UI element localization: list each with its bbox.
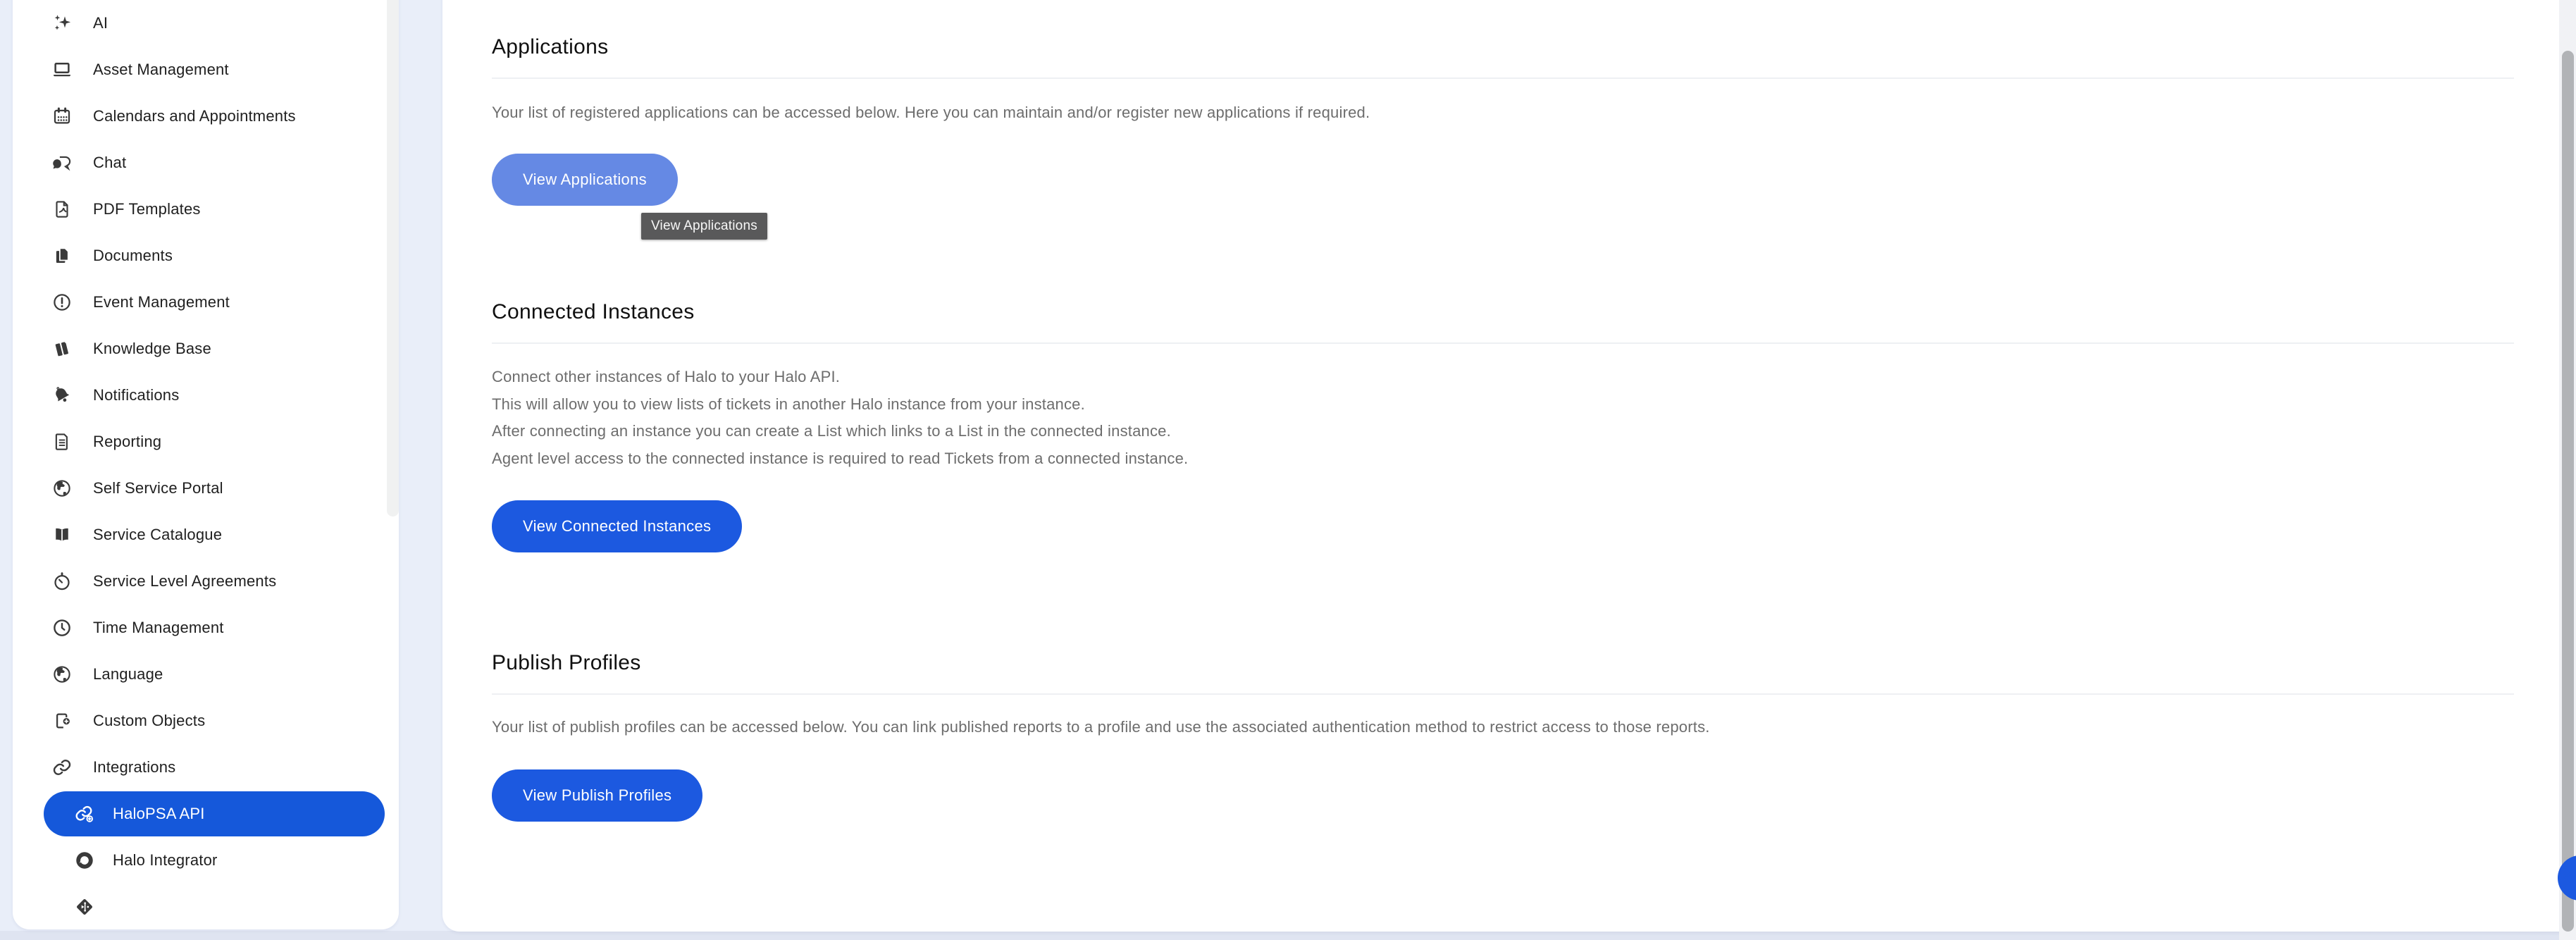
sidebar-item-label: Service Level Agreements	[93, 572, 277, 590]
sidebar-item-self-service-portal[interactable]	[13, 465, 399, 512]
sidebar-item-label: Reporting	[93, 433, 162, 450]
books-icon	[49, 336, 75, 361]
sidebar-item-halopsa-api[interactable]	[44, 791, 385, 836]
section-divider	[492, 78, 2514, 79]
sidebar-scrollbar-thumb[interactable]	[387, 0, 399, 517]
sidebar-item-label: Self Service Portal	[93, 479, 223, 497]
sidebar-item-label: Asset Management	[93, 61, 229, 78]
link-icon	[49, 755, 75, 780]
sidebar-item-sla[interactable]	[13, 558, 399, 605]
documents-icon	[49, 243, 75, 268]
stopwatch-icon	[49, 569, 75, 594]
page-bottom-strip	[0, 931, 2576, 940]
description-line: Agent level access to the connected instance is required to read Tickets from a connected instance.	[492, 449, 1189, 467]
pdf-file-icon	[49, 197, 75, 222]
sidebar-item-label: Time Management	[93, 619, 224, 636]
settings-sidebar	[13, 0, 399, 929]
sidebar-item-custom-objects[interactable]	[13, 698, 399, 744]
sidebar-item-chat[interactable]	[13, 140, 399, 186]
halo-integrator-icon	[72, 848, 97, 873]
sidebar-item-label: Event Management	[93, 293, 230, 311]
description-line: After connecting an instance you can create a List which links to a List in the connected instance.	[492, 422, 1171, 440]
section-connected-instances	[492, 302, 2514, 552]
sidebar-item-integrations[interactable]	[13, 744, 399, 791]
sidebar-item-asset-management[interactable]	[13, 47, 399, 93]
calendar-icon	[49, 104, 75, 129]
sidebar-item-label: Chat	[93, 154, 127, 171]
sidebar-item-label: AI	[93, 14, 109, 32]
link-plus-icon	[72, 801, 97, 827]
sidebar-item-reporting[interactable]	[13, 419, 399, 465]
sidebar-item-label: Custom Objects	[93, 712, 206, 729]
chat-bubbles-icon	[49, 150, 75, 175]
section-description	[492, 716, 2514, 738]
sidebar-item-halo-integrator[interactable]	[13, 837, 399, 884]
report-document-icon	[49, 429, 75, 454]
section-divider	[492, 693, 2514, 695]
sidebar-item-label: Language	[93, 665, 163, 683]
settings-content	[442, 37, 2576, 822]
sidebar-item-language[interactable]	[13, 651, 399, 698]
sidebar-item-label: Documents	[93, 247, 173, 264]
sidebar-item-event-management[interactable]	[13, 279, 399, 326]
sidebar-item-label: Calendars and Appointments	[93, 107, 296, 125]
globe-icon	[49, 662, 75, 687]
sidebar-item-label: Service Catalogue	[93, 526, 223, 543]
sidebar-item-knowledge-base[interactable]	[13, 326, 399, 372]
sidebar-item-diamond[interactable]	[13, 884, 399, 930]
description-line: Your list of registered applications can be accessed below. Here you can maintain and/or register new applications if required.	[492, 104, 1370, 121]
sidebar-item-documents[interactable]	[13, 233, 399, 279]
sidebar-item-time-management[interactable]	[13, 605, 399, 651]
sidebar-item-label: HaloPSA API	[113, 805, 205, 822]
sidebar-item-ai[interactable]	[13, 0, 399, 47]
section-title: Connected Instances	[492, 300, 695, 323]
section-applications	[492, 37, 2514, 206]
ai-sparkles-icon	[49, 11, 75, 36]
settings-main-panel	[442, 0, 2576, 932]
laptop-icon	[49, 57, 75, 82]
sidebar-item-label: Integrations	[93, 758, 176, 776]
section-title: Publish Profiles	[492, 651, 641, 674]
sidebar-item-label: Halo Integrator	[113, 851, 218, 869]
sidebar-item-pdf-templates[interactable]	[13, 186, 399, 233]
bell-icon	[49, 383, 75, 408]
section-publish-profiles	[492, 653, 2514, 822]
custom-object-icon	[49, 708, 75, 734]
view-applications-tooltip: View Applications	[641, 213, 767, 240]
sidebar-item-notifications[interactable]	[13, 372, 399, 419]
view-connected-instances-button[interactable]: View Connected Instances	[492, 500, 742, 552]
section-divider	[492, 342, 2514, 344]
diamond-compare-icon	[72, 894, 97, 920]
description-line: Connect other instances of Halo to your Halo API.	[492, 368, 841, 385]
globe-icon	[49, 476, 75, 501]
alert-circle-icon	[49, 290, 75, 315]
section-description	[492, 101, 2514, 124]
sidebar-item-label: Knowledge Base	[93, 340, 211, 357]
open-book-icon	[49, 522, 75, 548]
sidebar-item-label: Notifications	[93, 386, 180, 404]
description-line: Your list of publish profiles can be accessed below. You can link published reports to a profile and use the associated authentication method to restrict access to those reports.	[492, 718, 1710, 736]
view-applications-button[interactable]: View Applications	[492, 154, 678, 206]
section-description	[492, 364, 2514, 472]
view-publish-profiles-button[interactable]: View Publish Profiles	[492, 769, 702, 822]
section-title: Applications	[492, 35, 609, 58]
sidebar-item-service-catalogue[interactable]	[13, 512, 399, 558]
sidebar-list	[13, 0, 399, 930]
page-scrollbar-thumb[interactable]	[2562, 51, 2574, 932]
description-line: This will allow you to view lists of tickets in another Halo instance from your instance.	[492, 395, 1085, 413]
sidebar-item-calendars[interactable]	[13, 93, 399, 140]
sidebar-item-label: PDF Templates	[93, 200, 201, 218]
clock-icon	[49, 615, 75, 641]
